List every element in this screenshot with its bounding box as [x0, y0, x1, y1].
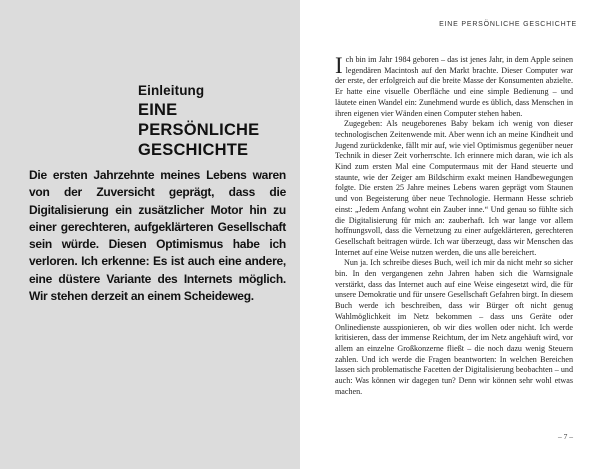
paragraph-1 — [335, 55, 573, 119]
running-head: EINE PERSÖNLICHE GESCHICHTE — [439, 21, 577, 28]
body-text — [335, 55, 573, 398]
chapter-title: EINE PERSÖNLICHE GESCHICHTE — [138, 101, 260, 159]
right-page — [300, 0, 600, 469]
paragraph-2: Zugegeben: Als neugeborenes Baby bekam ich wenig von dieser technologischen Zeitenwende mit. Aber wenn ich an meine Kindheit und Jugend zurückdenke, fällt mir auf, wie viel Optimismus gegenüber neuer Technik in dieser Zeit vorherrschte. Ich erinnere mich daran, wie ich als Kind zum ersten Mal eine Computermaus mit der Hand steuerte und staunte, wie der Zeiger am Bildschirm exakt meinen Handbewegungen folgte. Die ersten 25 Jahre meines Lebens waren geprägt vom Staunen und von Begeisterung über neue Technologie. Hermann Hesse schrieb einst: „Jedem Anfang wohnt ein Zauber inne.“ Und genau so fühlte sich die Digitalisierung für mich an: zauberhaft. Ich war lange vor allem hoffnungsvoll, dass die Vernetzung zu einer aufgeklärteren, gerechteren Gesellschaft beitragen würde. Ich war überzeugt, dass wir Menschen das Internet auf eine Weise nutzen werden, die uns alle bereichert. — [335, 119, 573, 257]
chapter-kicker: Einleitung — [138, 83, 205, 98]
intro-text: Die ersten Jahrzehnte meines Lebens waren von der Zuversicht geprägt, dass die Digitalisierung ein zusätzlicher Motor hin zu einer gerechteren, aufgeklärteren Gesellschaft sein würde. Diesen Optimismus habe ich verloren. Ich erkenne: Es ist auch eine andere, eine düstere Variante des Internets möglich. Wir stehen derzeit an einem Scheideweg. — [29, 168, 286, 304]
paragraph-1-text: ch bin im Jahr 1984 geboren – das ist jenes Jahr, in dem Apple seinen legendären Macintosh auf den Markt brachte. Dieser Computer war der erste, der erfolgreich auf die breite Masse der Konsumenten abzielte. Er hatte eine visuelle Oberfläche und eine simple Bedienung – und läutete einen Wandel ein: Zunehmend wurde es üblich, dass Menschen in ihren eigenen vier Wänden einen Computer stehen haben. — [335, 55, 573, 118]
page-number: – 7 – — [558, 432, 573, 441]
drop-cap: I — [335, 53, 343, 78]
paragraph-3: Nun ja. Ich schreibe dieses Buch, weil ich mir da nicht mehr so sicher bin. In den vergangenen zehn Jahren haben sich die Warnsignale verstärkt, dass das Internet auch auf eine Weise eingesetzt wird, die für unsere Demokratie und für unsere Gesellschaft Gefahren birgt. In diesem Buch werde ich beschreiben, dass wir Bürger oft nicht genug Wahlmöglichkeit im Netz bekommen – dass uns Geräte oder Onlinedienste ausspionieren, ob wir dies wollen oder nicht. Ich werde kritisieren, dass der immense Reichtum, der im Netz angehäuft wird, vor allem an einzelne Großkonzerne fließt – die noch dazu wenig Steuern zahlen. Und ich werde die Fragen beantworten: In welchen Bereichen lassen sich problematische Facetten der Digitalisierung beobachten – und auch: Was können wir dagegen tun? Denn wir können sehr wohl etwas machen. — [335, 258, 573, 396]
